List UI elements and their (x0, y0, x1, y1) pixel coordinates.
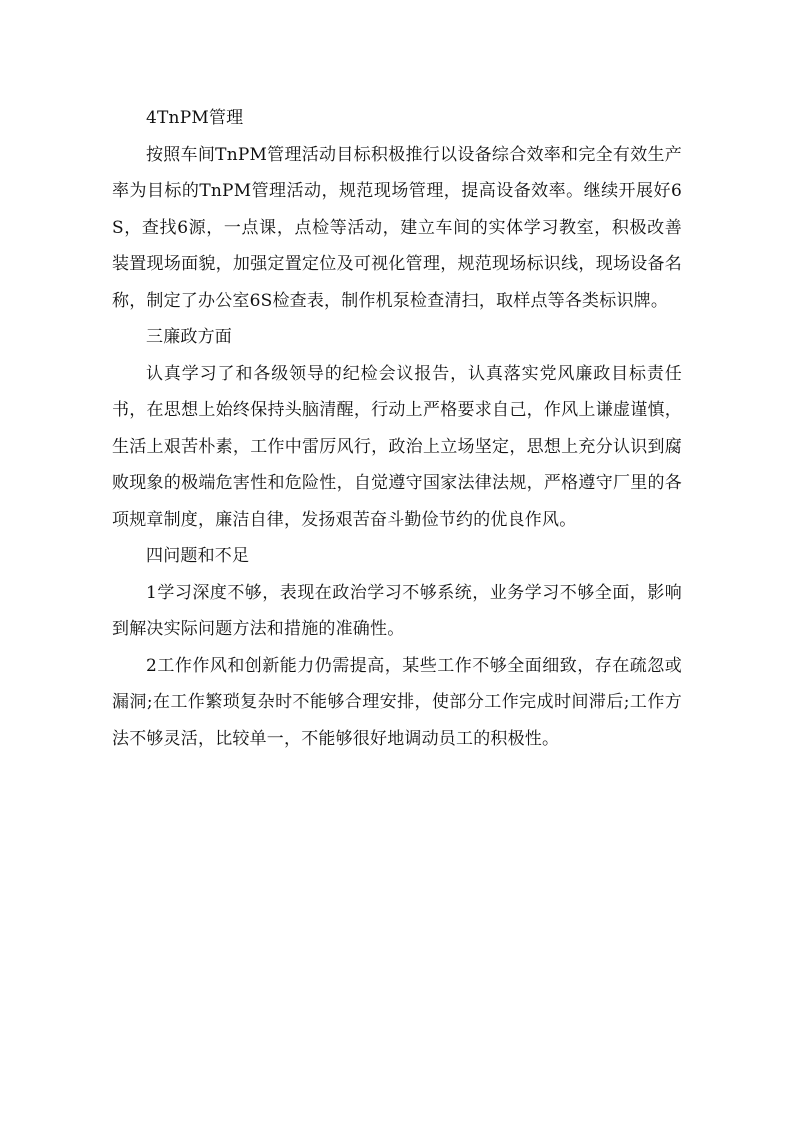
section-heading-integrity: 三廉政方面 (146, 327, 232, 347)
paragraph-problem-1: 1学习深度不够，表现在政治学习不够系统，业务学习不够全面，影响到解决实际问题方法和措施的准确性。 (112, 582, 682, 639)
section-heading-problems: 四问题和不足 (146, 546, 250, 566)
paragraph-problem-2: 2工作作风和创新能力仍需提高，某些工作不够全面细致，存在疏忽或漏洞;在工作繁琐复杂时不能够合理安排，使部分工作完成时间滞后;工作方法不够灵活，比较单一，不能够很好地调动员工的积极性。 (112, 655, 682, 749)
paragraph-integrity: 认真学习了和各级领导的纪检会议报告，认真落实党风廉政目标责任书，在思想上始终保持头脑清醒，行动上严格要求自己，作风上谦虚谨慎，生活上艰苦朴素，工作中雷厉风行，政治上立场坚定，思想上充分认识到腐败现象的极端危害性和危险性，自觉遵守国家法律法规，严格遵守厂里的各项规章制度，廉洁自律，发扬艰苦奋斗勤俭节约的优良作风。 (112, 363, 682, 530)
paragraph-tnpm-management: 按照车间TnPM管理活动目标积极推行以设备综合效率和完全有效生产率为目标的TnPM管理活动，规范现场管理，提高设备效率。继续开展好6S，查找6源，一点课，点检等活动，建立车间的实体学习教室，积极改善装置现场面貌，加强定置定位及可视化管理，规范现场标识线，现场设备名称，制定了办公室6S检查表，制作机泵检查清扫，取样点等各类标识牌。 (112, 144, 682, 311)
section-heading-tnpm: 4TnPM管理 (146, 108, 244, 128)
document-body (112, 100, 682, 757)
